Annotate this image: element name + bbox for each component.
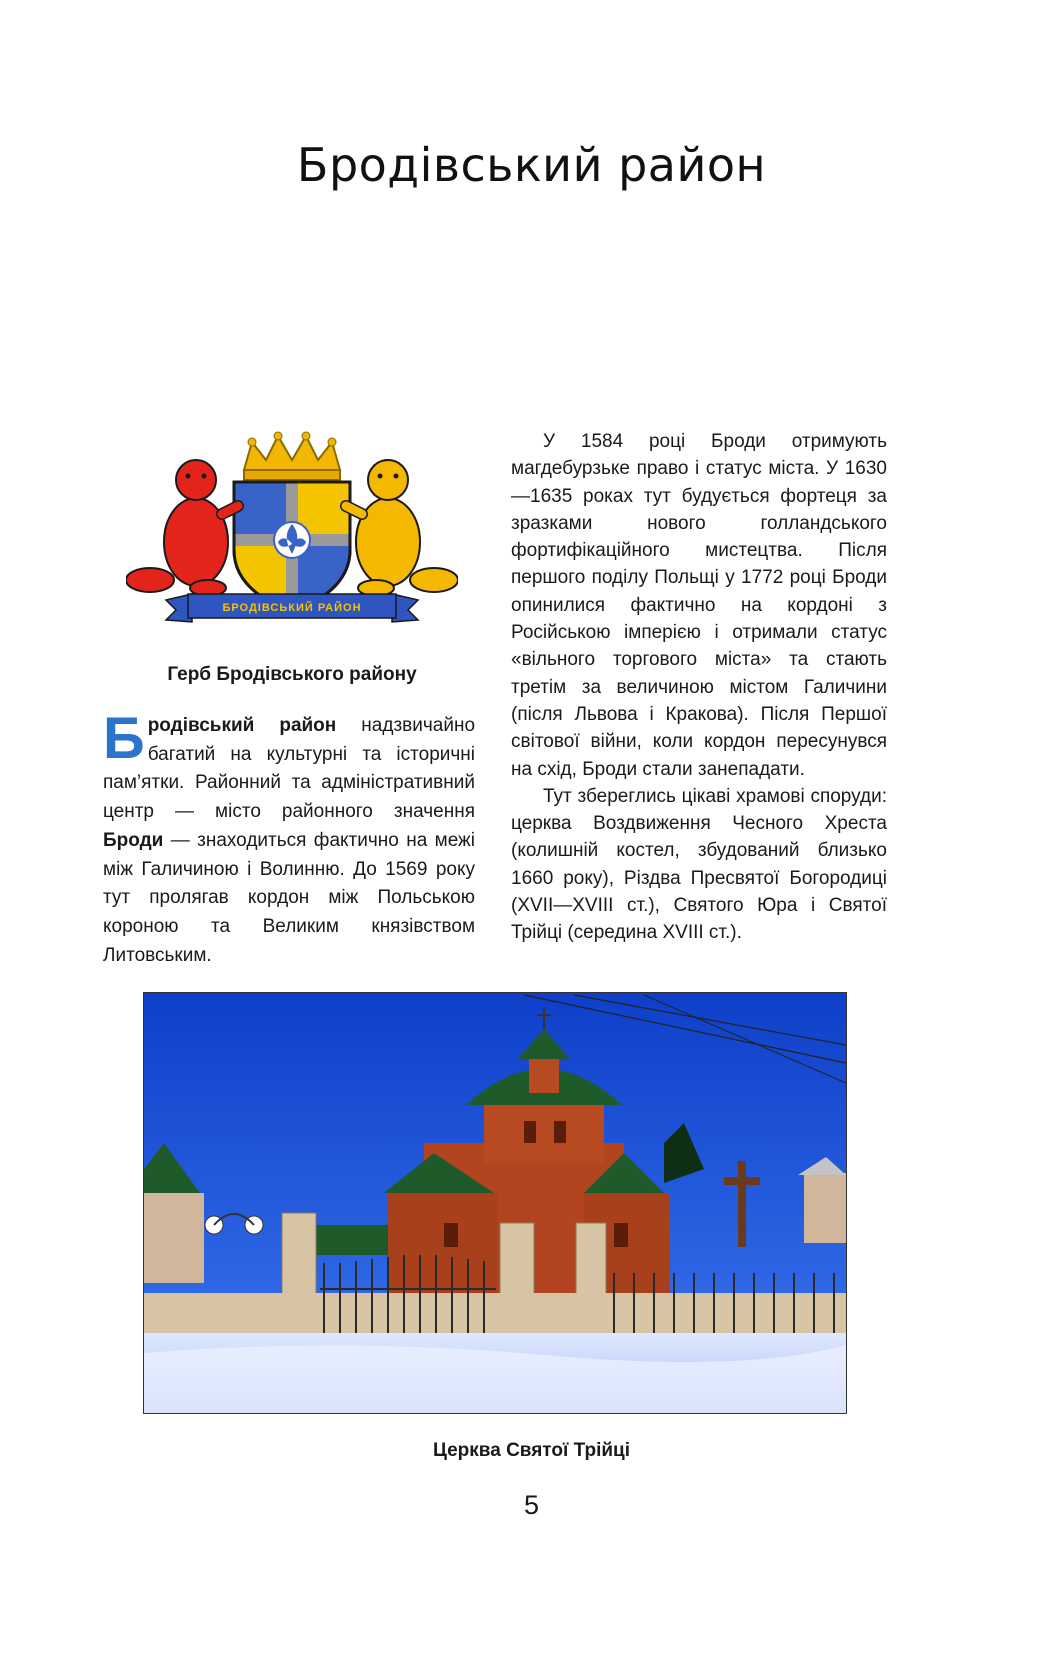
coat-of-arms-caption: Герб Бродівського району <box>167 664 417 685</box>
right-paragraph-2: Тут збереглись цікаві храмові споруди: церква Воздвиження Чесного Хреста (колишній костел, збудований близько 1660 року), Різдва Пресвятої Богородиці (XVII—XVIII ст.), Святого Юра і Святої Трійці (середина XVIII ст.). <box>511 785 887 944</box>
dropcap: Б <box>103 706 145 771</box>
page-title: Бродівський район <box>296 138 767 192</box>
bold-city: Броди <box>103 829 164 851</box>
banner-text: БРОДІВСЬКИЙ РАЙОН <box>222 602 362 614</box>
left-text-1: надзвичайно багатий на культурні та історичні пам’ятки. Районний та адміністративний центр — місто районного значення <box>103 715 476 823</box>
church-photo-svg <box>144 993 846 1413</box>
right-column-text <box>511 428 887 947</box>
coat-of-arms-image <box>126 430 458 630</box>
coat-of-arms-svg <box>126 430 458 630</box>
bold-lead: родівський район <box>147 715 337 736</box>
left-text-2: — знаходиться фактично на межі між Галичиною і Волинню. До 1569 року тут пролягав кордон між Польською короною та Великим князівством Литовським. <box>103 829 475 966</box>
banner-ribbon <box>166 594 418 622</box>
photo-caption: Церква Святої Трійці <box>433 1440 630 1461</box>
page-number: 5 <box>523 1490 540 1520</box>
right-paragraph-1: У 1584 році Броди отримують магдебурзьке право і статус міста. У 1630—1635 роках тут будується фортеця за зразками нового голландського фортифікаційного мистецтва. Після першого поділу Польщі у 1772 році Броди опинилися фактично на кордоні з Російською імперією і отримали статус «вільного торгового міста» та стають третім за величиною містом Галичини (після Львова і Кракова). Після Першої світової війни, коли кордон пересунувся на схід, Броди стали занепадати. <box>511 431 887 780</box>
church-photo <box>143 992 847 1414</box>
left-column-text <box>103 706 476 970</box>
